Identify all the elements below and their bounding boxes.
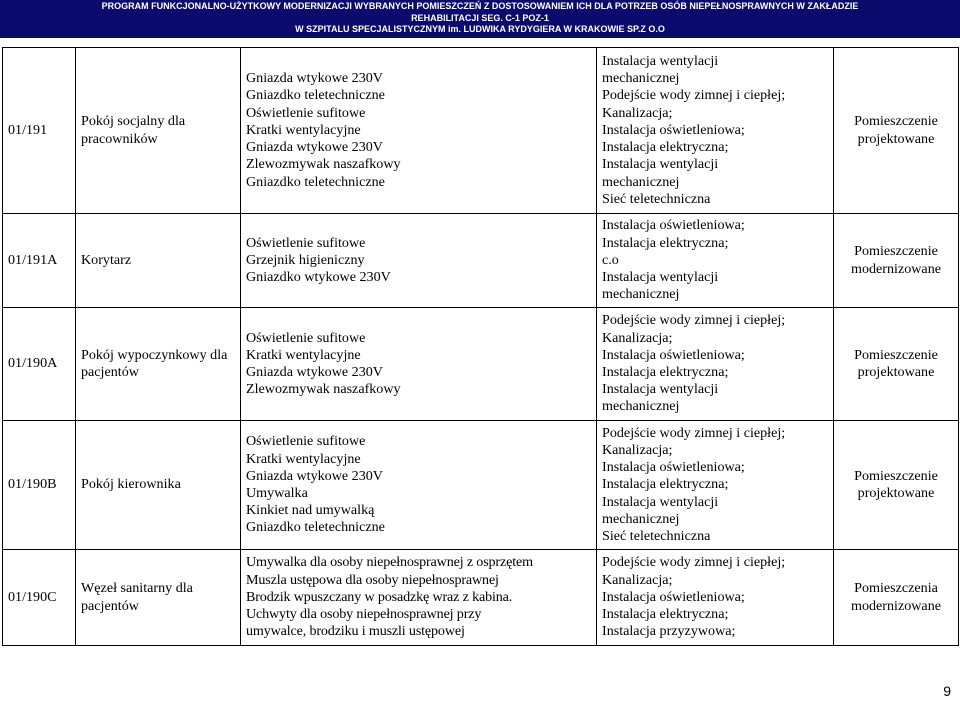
room-status: Pomieszczenia modernizowane xyxy=(834,550,959,646)
installation-item: Instalacja oświetleniowa; xyxy=(602,346,745,363)
element-item: Kinkiet nad umywalką xyxy=(246,502,375,519)
header-line-3: W SZPITALU SPECJALISTYCZNYM im. LUDWIKA RYDYGIERA W KRAKOWIE SP.Z O.O xyxy=(295,24,665,34)
element-item: Zlewozmywak naszafkowy xyxy=(246,156,401,173)
installation-item: mechanicznej xyxy=(602,398,680,415)
room-number: 01/191A xyxy=(3,214,76,308)
table-row xyxy=(3,550,959,646)
element-item: Gniazdko teletechniczne xyxy=(246,519,385,536)
room-name: Węzeł sanitarny dla pacjentów xyxy=(76,550,241,646)
installation-item: Kanalizacja; xyxy=(602,571,673,588)
element-item: Gniazda wtykowe 230V xyxy=(246,139,383,156)
room-elements xyxy=(241,550,597,646)
installation-item: Kanalizacja; xyxy=(602,329,673,346)
element-item: Gniazdko teletechniczne xyxy=(246,173,385,190)
room-number: 01/190A xyxy=(3,308,76,421)
room-installations xyxy=(597,48,834,214)
room-number: 01/190C xyxy=(3,550,76,646)
installation-item: Instalacja elektryczna; xyxy=(602,476,729,493)
page-number: 9 xyxy=(943,683,951,699)
room-elements xyxy=(241,421,597,550)
room-elements xyxy=(241,48,597,214)
room-installations xyxy=(597,421,834,550)
room-elements xyxy=(241,214,597,308)
element-item: Kratki wentylacyjne xyxy=(246,346,361,363)
element-item: Kratki wentylacyjne xyxy=(246,450,361,467)
table-row xyxy=(3,214,959,308)
installation-item: Instalacja wentylacji xyxy=(602,156,719,173)
element-item: Brodzik wpuszczany w posadzkę wraz z kabina. xyxy=(246,588,513,605)
installation-item: mechanicznej xyxy=(602,70,680,87)
installation-item: c.o xyxy=(602,251,619,268)
element-item: Oświetlenie sufitowe xyxy=(246,329,366,346)
installation-item: Kanalizacja; xyxy=(602,441,673,458)
element-item: Umywalka dla osoby niepełnosprawnej z osprzętem xyxy=(246,554,533,571)
element-item: Oświetlenie sufitowe xyxy=(246,234,366,251)
installation-item: Podejście wody zimnej i ciepłej; xyxy=(602,312,786,329)
table-row xyxy=(3,48,959,214)
room-status: Pomieszczenie modernizowane xyxy=(834,214,959,308)
table-row xyxy=(3,421,959,550)
installation-item: Instalacja wentylacji xyxy=(602,53,719,70)
element-item: Gniazdko wtykowe 230V xyxy=(246,269,391,286)
room-name: Pokój kierownika xyxy=(76,421,241,550)
room-number: 01/191 xyxy=(3,48,76,214)
installation-item: Kanalizacja; xyxy=(602,104,673,121)
room-status: Pomieszczenie projektowane xyxy=(834,48,959,214)
room-status: Pomieszczenie projektowane xyxy=(834,308,959,421)
installation-item: Podejście wody zimnej i ciepłej; xyxy=(602,554,786,571)
element-item: Zlewozmywak naszafkowy xyxy=(246,381,401,398)
room-name: Pokój socjalny dla pracowników xyxy=(76,48,241,214)
element-item: Gniazda wtykowe 230V xyxy=(246,467,383,484)
installation-item: mechanicznej xyxy=(602,173,680,190)
installation-item: Instalacja elektryczna; xyxy=(602,139,729,156)
element-item: Muszla ustępowa dla osoby niepełnosprawnej xyxy=(246,571,499,588)
element-item: Grzejnik higieniczny xyxy=(246,251,365,268)
installation-item: Instalacja oświetleniowa; xyxy=(602,588,745,605)
room-number: 01/190B xyxy=(3,421,76,550)
installation-item: Instalacja wentylacji xyxy=(602,269,719,286)
rooms-table xyxy=(2,47,959,646)
element-item: umywalce, brodziku i muszli ustępowej xyxy=(246,623,465,640)
installation-item: Instalacja oświetleniowa; xyxy=(602,121,745,138)
header-line-2: REHABILITACJI SEG. C-1 POZ-1 xyxy=(411,12,549,23)
room-name: Korytarz xyxy=(76,214,241,308)
document-header xyxy=(0,0,960,38)
installation-item: Instalacja wentylacji xyxy=(602,493,719,510)
installation-item: Instalacja elektryczna; xyxy=(602,234,729,251)
room-status: Pomieszczenie projektowane xyxy=(834,421,959,550)
installation-item: mechanicznej xyxy=(602,286,680,303)
element-item: Gniazda wtykowe 230V xyxy=(246,364,383,380)
installation-item: Sieć teletechniczna xyxy=(602,528,711,544)
element-item: Gniazda wtykowe 230V xyxy=(246,70,383,87)
room-installations xyxy=(597,308,834,421)
installation-item: mechanicznej xyxy=(602,510,680,527)
room-installations xyxy=(597,214,834,308)
installation-item: Instalacja elektryczna; xyxy=(602,364,729,380)
installation-item: Podejście wody zimnej i ciepłej; xyxy=(602,87,786,104)
installation-item: Podejście wody zimnej i ciepłej; xyxy=(602,424,786,441)
installation-item: Instalacja wentylacji xyxy=(602,381,719,398)
element-item: Kratki wentylacyjne xyxy=(246,121,361,138)
element-item: Uchwyty dla osoby niepełnosprawnej przy xyxy=(246,606,482,623)
element-item: Oświetlenie sufitowe xyxy=(246,433,366,450)
installation-item: Sieć teletechniczna xyxy=(602,190,711,207)
installation-item: Instalacja elektryczna; xyxy=(602,606,729,623)
installation-item: Instalacja przyzywowa; xyxy=(602,623,736,640)
room-installations xyxy=(597,550,834,646)
element-item: Umywalka xyxy=(246,485,308,501)
table-row xyxy=(3,308,959,421)
installation-item: Instalacja oświetleniowa; xyxy=(602,217,745,234)
installation-item: Instalacja oświetleniowa; xyxy=(602,459,745,476)
room-elements xyxy=(241,308,597,421)
room-name: Pokój wypoczynkowy dla pacjentów xyxy=(76,308,241,421)
header-line-1: PROGRAM FUNKCJONALNO-UŻYTKOWY MODERNIZACJI WYBRANYCH POMIESZCZEŃ Z DOSTOSOWANIEM ICH DLA POTRZEB OSÓB NIEPEŁNOSPRAWNYCH W ZAKŁADZIE xyxy=(101,1,859,11)
element-item: Oświetlenie sufitowe xyxy=(246,104,366,121)
element-item: Gniazdko teletechniczne xyxy=(246,87,385,104)
